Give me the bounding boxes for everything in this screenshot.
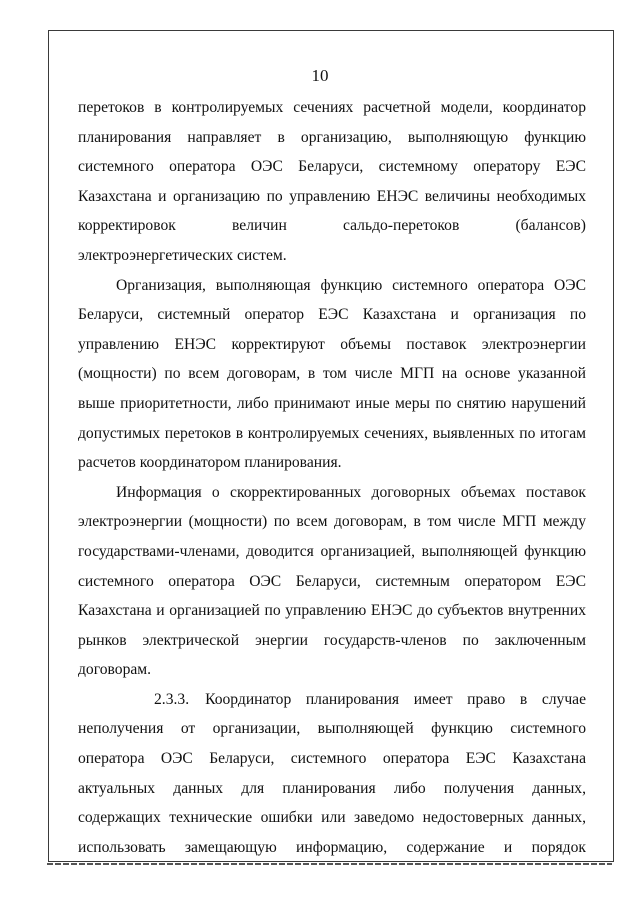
paragraph-clause-2-3-3	[78, 685, 586, 863]
document-body	[78, 93, 586, 862]
page-number: 10	[311, 66, 329, 85]
paragraph-organization-adjustments: Организация, выполняющая функцию системного оператора ОЭС Беларуси, системный оператор ЕЭС Казахстана и организация по управлению ЕНЭС корректируют объемы поставок электроэнергии (мощности) по всем договорам, в том числе МГП на основе указанной выше приоритетности, либо принимают иные меры по снятию нарушений допустимых перетоков в контролируемых сечениях, выявленных по итогам расчетов координатором планирования.	[78, 276, 586, 472]
paragraph-continuation: перетоков в контролируемых сечениях расчетной модели, координатор планирования направляет в организацию, выполняющую функцию системного оператора ОЭС Беларуси, системному оператору ЕЭС Казахстана и организацию по управлению ЕНЭС величины необходимых корректировок величин сальдо-перетоков (балансов) электроэнергетических систем.	[78, 99, 586, 264]
clause-text: Координатор планирования имеет право в случае неполучения от организации, выполняющей функцию системного оператора ОЭС Беларуси, системного оператора ЕЭС Казахстана актуальных данных для планирования либо получения данных, содержащих технические ошибки или заведомо недостоверных данных, использовать замещающую информацию, содержание и порядок	[78, 690, 586, 856]
clause-number: 2.3.3.	[154, 690, 190, 708]
paragraph-adjusted-volumes-info: Информация о скорректированных договорных объемах поставок электроэнергии (мощности) по всем договорам, в том числе МГП между государствами-членами, доводится организацией, выполняющей функцию системного оператора ОЭС Беларуси, системным оператором ЕЭС Казахстана и организацией по управлению ЕНЭС до субъектов внутренних рынков электрической энергии государств-членов по заключенным договорам.	[78, 483, 586, 679]
